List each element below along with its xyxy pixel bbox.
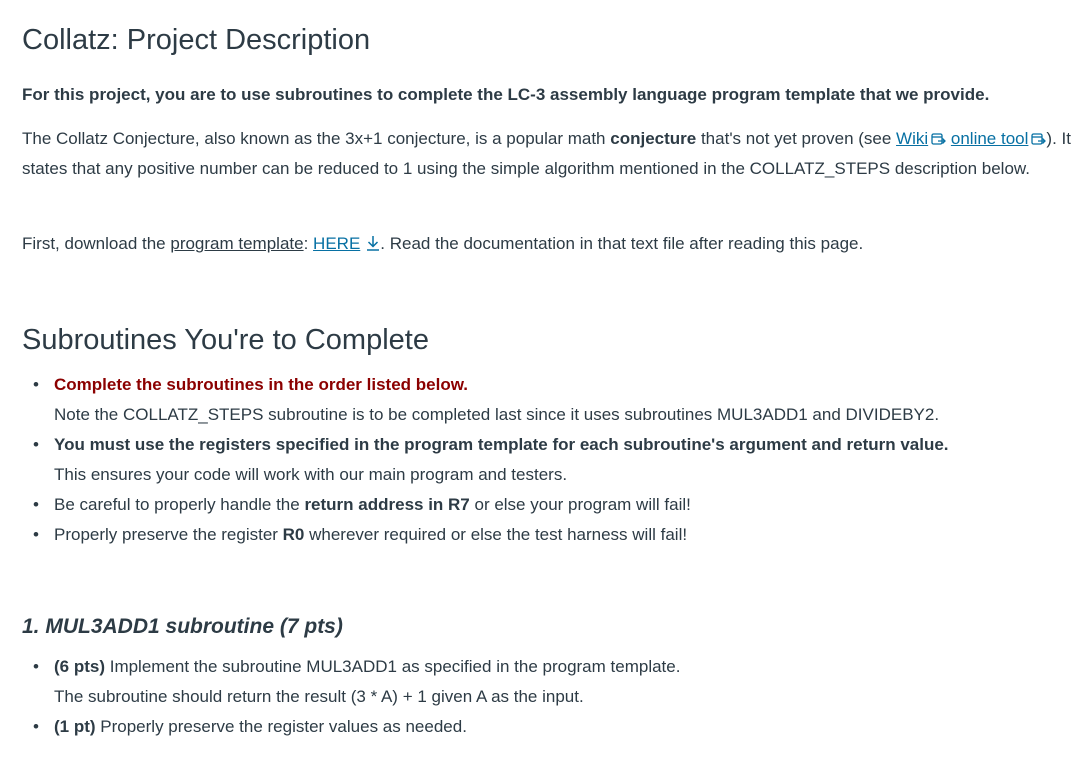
r7-rule-pre: Be careful to properly handle the: [54, 495, 305, 514]
bullet-dot: •: [33, 657, 39, 676]
mul3add1-task: Implement the subroutine MUL3ADD1 as specified in the program template.: [105, 657, 681, 676]
online-tool-link-label: online tool: [950, 129, 1029, 148]
mul3add1-heading: 1. MUL3ADD1 subroutine (7 pts): [22, 615, 343, 638]
para2-text-2: :: [303, 234, 314, 253]
mul3add1-list: [22, 652, 680, 742]
r7-rule-bold: return address in R7: [304, 495, 470, 514]
para1-text-1: The Collatz Conjecture, also known as the 3x+1 conjecture, is a popular math: [22, 129, 611, 148]
intro-statement: For this project, you are to use subroutines to complete the LC-3 assembly language program template that we provide.: [22, 85, 990, 104]
r7-rule-post: or else your program will fail!: [469, 495, 691, 514]
para2-text-1: First, download the: [22, 234, 171, 253]
para1-bold-conjecture: conjecture: [610, 129, 697, 148]
bullet-dot: •: [33, 375, 39, 394]
download-paragraph: [22, 229, 1088, 259]
r0-rule-pre: Properly preserve the register: [54, 525, 283, 544]
list-item: [22, 400, 949, 430]
subroutines-rules-list: [22, 370, 949, 550]
para2-text-3: . Read the documentation in that text file after reading this page.: [380, 234, 864, 253]
download-here-link[interactable]: [313, 234, 360, 253]
bullet-dot: •: [33, 717, 39, 736]
external-link-icon: [931, 133, 946, 145]
order-rule: Complete the subroutines in the order listed below.: [54, 375, 469, 394]
list-item: [22, 490, 949, 520]
wiki-link-label: Wiki: [896, 129, 929, 148]
para1-text-3: ). It states that any positive number can be reduced to 1 using the simple algorithm mentioned in the COLLATZ_STEPS description below.: [22, 129, 1071, 178]
r0-rule-post: wherever required or else the test harness will fail!: [304, 525, 688, 544]
registers-rule-note: This ensures your code will work with our main program and testers.: [54, 465, 568, 484]
mul3add1-points-6: (6 pts): [54, 657, 105, 676]
collatz-paragraph: [22, 124, 1088, 184]
mul3add1-task-note: The subroutine should return the result (3 * A) + 1 given A as the input.: [54, 687, 584, 706]
list-item: [22, 652, 680, 682]
mul3add1-preserve: Properly preserve the register values as needed.: [95, 717, 467, 736]
r0-rule-bold: R0: [282, 525, 305, 544]
list-item: [22, 370, 949, 400]
online-tool-link[interactable]: [951, 129, 1047, 148]
subroutines-heading: Subroutines You're to Complete: [22, 324, 429, 356]
program-template-term: program template: [170, 234, 304, 253]
external-link-icon: [1031, 133, 1046, 145]
para1-text-2: that's not yet proven (see: [696, 129, 897, 148]
page-title: Collatz: Project Description: [22, 24, 371, 56]
wiki-link[interactable]: [896, 129, 946, 148]
bullet-dot: •: [33, 435, 39, 454]
bullet-dot: •: [33, 525, 39, 544]
download-icon[interactable]: [366, 235, 380, 251]
list-item: [22, 682, 680, 712]
order-rule-note: Note the COLLATZ_STEPS subroutine is to be completed last since it uses subroutines MUL3ADD1 and DIVIDEBY2.: [54, 405, 940, 424]
list-item: [22, 520, 949, 550]
list-item: [22, 430, 949, 460]
download-here-label: HERE: [313, 234, 361, 253]
mul3add1-points-1: (1 pt): [54, 717, 96, 736]
registers-rule: You must use the registers specified in the program template for each subroutine's argument and return value.: [54, 435, 949, 454]
list-item: [22, 460, 949, 490]
bullet-dot: •: [33, 495, 39, 514]
list-item: [22, 712, 680, 742]
